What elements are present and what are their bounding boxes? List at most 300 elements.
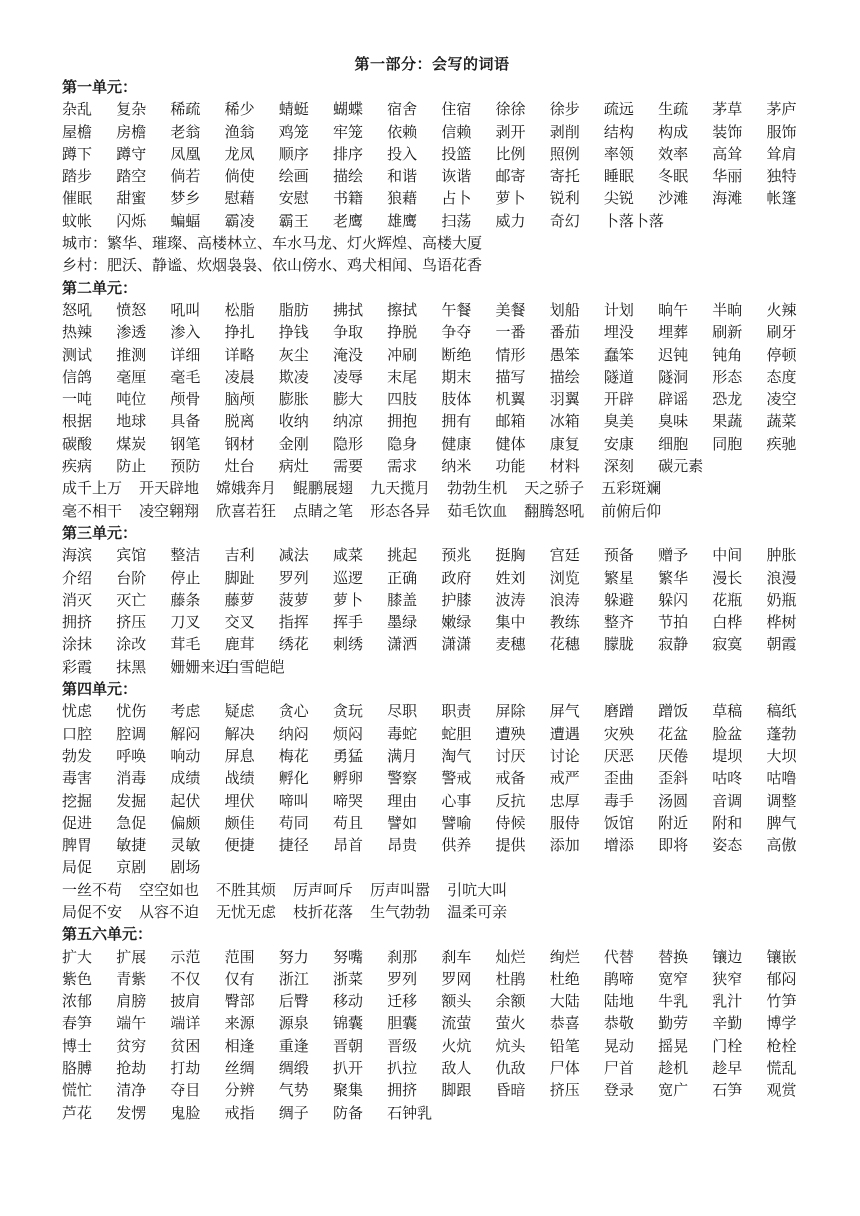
vocab-word: 独特 [766,167,797,186]
vocab-word: 铅笔 [549,1036,580,1055]
vocab-word: 戒严 [549,769,580,788]
vocab-word: 戒指 [224,1103,255,1122]
vocab-word: 霸凌 [224,211,255,230]
vocab-word: 响动 [170,746,201,765]
vocab-word: 咸菜 [332,546,363,565]
vocab-word: 擦拭 [387,300,418,319]
vocab-word: 警察 [387,769,418,788]
vocab-word: 歪斜 [658,769,689,788]
vocab-word: 孵卵 [332,769,363,788]
vocab-word: 蛇胆 [441,724,472,743]
vocab-word: 石钟乳 [387,1103,433,1122]
vocab-word: 朦胧 [603,635,634,654]
vocab-word: 具备 [170,412,201,431]
vocab-word: 正确 [387,568,418,587]
word-row [62,187,802,209]
vocab-word: 描绘 [332,167,363,186]
vocab-word: 蚊帐 [62,211,93,230]
vocab-word: 罗列 [387,969,418,988]
vocab-word: 倘使 [224,167,255,186]
vocab-word: 漫长 [712,568,743,587]
vocab-word: 讨厌 [495,746,526,765]
vocab-word: 急促 [116,813,147,832]
vocab-word: 拥有 [441,412,472,431]
vocab-word: 浪涛 [549,590,580,609]
vocab-word: 教练 [549,613,580,632]
vocab-word: 繁华 [658,568,689,587]
vocab-word: 护膝 [441,590,472,609]
vocab-word: 绣花 [278,635,309,654]
vocab-word: 煤炭 [116,434,147,453]
vocab-word: 蓬勃 [766,724,797,743]
vocab-word: 耸肩 [766,144,797,163]
vocab-word: 忧伤 [116,702,147,721]
vocab-word: 肢体 [441,390,472,409]
vocab-word: 膨大 [332,390,363,409]
vocab-word: 厌倦 [658,746,689,765]
vocab-word: 催眠 [62,189,93,208]
vocab-word: 萝卜 [495,189,526,208]
vocab-word: 腔调 [116,724,147,743]
vocab-word: 渗入 [170,323,201,342]
vocab-word: 趁机 [658,1059,689,1078]
vocab-word: 呼唤 [116,746,147,765]
vocab-word: 华丽 [712,167,743,186]
vocab-word: 挖掘 [62,791,93,810]
idiom: 空空如也 [139,880,200,899]
vocab-word: 霸王 [278,211,309,230]
vocab-word: 台阶 [116,568,147,587]
vocab-word: 蜻蜓 [278,100,309,119]
vocab-word: 杜鹃 [495,969,526,988]
vocab-word: 心事 [441,791,472,810]
word-row [62,1035,802,1057]
vocab-word: 描写 [495,367,526,386]
word-row [62,856,802,878]
vocab-word: 生疏 [658,100,689,119]
vocab-word: 渗透 [116,323,147,342]
vocab-word: 拥挤 [387,1081,418,1100]
vocab-word: 相逢 [224,1036,255,1055]
document-page [62,52,802,1124]
vocab-word: 节拍 [658,613,689,632]
vocab-word: 扫荡 [441,211,472,230]
vocab-word: 信鸽 [62,367,93,386]
vocab-word: 宫廷 [549,546,580,565]
vocab-word: 藤条 [170,590,201,609]
vocab-word: 浙菜 [332,969,363,988]
vocab-word: 高傲 [766,836,797,855]
vocab-word: 音调 [712,791,743,810]
vocab-word: 愤怒 [116,300,147,319]
vocab-word: 测试 [62,345,93,364]
vocab-word: 乳汁 [712,992,743,1011]
vocab-word: 拥挤 [62,613,93,632]
vocab-word: 争取 [332,323,363,342]
vocab-word: 白桦 [712,613,743,632]
vocab-word: 拥抱 [387,412,418,431]
vocab-word: 譬喻 [441,813,472,832]
vocab-word: 隐形 [332,434,363,453]
phrase-line: 城市：繁华、璀璨、高楼林立、车水马龙、灯火辉煌、高楼大厦 [62,234,483,253]
vocab-word: 地球 [116,412,147,431]
word-row [62,321,802,343]
vocab-word: 绘画 [278,167,309,186]
word-row [62,790,802,812]
vocab-word: 果蔬 [712,412,743,431]
vocab-word: 材料 [549,457,580,476]
vocab-word: 贫困 [170,1036,201,1055]
vocab-word: 纳闷 [278,724,309,743]
vocab-word: 诙谐 [441,167,472,186]
vocab-word: 形态 [712,367,743,386]
vocab-word: 辛勤 [712,1014,743,1033]
vocab-word: 需要 [332,457,363,476]
vocab-word: 交叉 [224,613,255,632]
vocab-word: 高耸 [712,144,743,163]
vocab-word: 蝙蝠 [170,211,201,230]
vocab-word: 蹲守 [116,144,147,163]
idiom-row [62,879,802,901]
vocab-word: 构成 [658,122,689,141]
vocab-word: 蠢笨 [603,345,634,364]
vocab-word: 甜蜜 [116,189,147,208]
vocab-word: 打劫 [170,1059,201,1078]
vocab-word: 效率 [658,144,689,163]
vocab-word: 依赖 [387,122,418,141]
vocab-word: 晋朝 [332,1036,363,1055]
vocab-word: 口腔 [62,724,93,743]
vocab-word: 涂改 [116,635,147,654]
vocab-word: 职责 [441,702,472,721]
word-row [62,388,802,410]
vocab-word: 浓郁 [62,992,93,1011]
vocab-word: 烦闷 [332,724,363,743]
vocab-word: 潇潇 [441,635,472,654]
unit-heading: 第三单元： [62,523,138,542]
word-row [62,700,802,722]
vocab-word: 四肢 [387,390,418,409]
vocab-word: 详细 [170,345,201,364]
vocab-word: 考虑 [170,702,201,721]
vocab-word: 奶瓶 [766,590,797,609]
vocab-word: 锦囊 [332,1014,363,1033]
idiom: 形态各异 [370,501,431,520]
idiom: 勃勃生机 [447,479,508,498]
vocab-word: 夺目 [170,1081,201,1100]
vocab-word: 膝盖 [387,590,418,609]
vocab-word: 波涛 [495,590,526,609]
vocab-word: 扩展 [116,947,147,966]
vocab-word: 辟谣 [658,390,689,409]
vocab-word: 灵敏 [170,836,201,855]
vocab-word: 麦穗 [495,635,526,654]
idiom: 毫不相干 [62,501,123,520]
vocab-word: 解闷 [170,724,201,743]
vocab-word: 预备 [603,546,634,565]
vocab-word: 忧虑 [62,702,93,721]
vocab-word: 刀叉 [170,613,201,632]
vocab-word: 灿烂 [495,947,526,966]
vocab-word: 照例 [549,144,580,163]
vocab-word: 海滩 [712,189,743,208]
idiom-row [62,477,802,499]
vocab-word: 邮寄 [495,167,526,186]
vocab-word: 增添 [603,836,634,855]
vocab-word: 丝绸 [224,1059,255,1078]
vocab-word: 消灭 [62,590,93,609]
vocab-word: 聚集 [332,1081,363,1100]
vocab-word: 蹭饭 [658,702,689,721]
vocab-word: 菠萝 [278,590,309,609]
vocab-word: 茸毛 [170,635,201,654]
vocab-word: 鬼脸 [170,1103,201,1122]
vocab-word: 刷新 [712,323,743,342]
vocab-word: 凤凰 [170,144,201,163]
vocab-word: 昂贵 [387,836,418,855]
idiom: 天之骄子 [524,479,585,498]
idiom: 一丝不苟 [62,880,123,899]
vocab-word: 慰藉 [224,189,255,208]
vocab-word: 细胞 [658,434,689,453]
vocab-word: 凌辱 [332,367,363,386]
idiom: 凌空翱翔 [139,501,200,520]
vocab-word: 屋檐 [62,122,93,141]
vocab-word: 移动 [332,992,363,1011]
vocab-word: 胳膊 [62,1059,93,1078]
vocab-word: 火辣 [766,300,797,319]
idiom: 局促不安 [62,902,123,921]
vocab-word: 流萤 [441,1014,472,1033]
vocab-word: 纳凉 [332,412,363,431]
vocab-word: 整齐 [603,613,634,632]
vocab-word: 邮箱 [495,412,526,431]
vocab-word: 中间 [712,546,743,565]
vocab-word: 钢笔 [170,434,201,453]
vocab-word: 炕头 [495,1036,526,1055]
word-row [62,143,802,165]
vocab-word: 推测 [116,345,147,364]
vocab-word: 藤萝 [224,590,255,609]
vocab-word: 磨蹭 [603,702,634,721]
vocab-word: 鸡笼 [278,122,309,141]
vocab-word: 剧场 [170,858,201,877]
word-row [62,767,802,789]
word-row [62,968,802,990]
vocab-word: 火炕 [441,1036,472,1055]
vocab-word: 同胞 [712,434,743,453]
vocab-word: 挑起 [387,546,418,565]
vocab-word: 埋葬 [658,323,689,342]
idiom: 引吭大叫 [447,880,508,899]
vocab-word: 姿态 [712,836,743,855]
vocab-word: 疑虑 [224,702,255,721]
vocab-word: 番茄 [549,323,580,342]
vocab-word: 罗网 [441,969,472,988]
vocab-word: 浏览 [549,568,580,587]
vocab-word: 末尾 [387,367,418,386]
vocab-word: 屏息 [224,746,255,765]
vocab-word: 恐龙 [712,390,743,409]
vocab-word: 率领 [603,144,634,163]
document-content [62,76,802,1124]
vocab-word: 姗姗来迟 [170,657,231,676]
vocab-word: 隧道 [603,367,634,386]
idiom: 从容不迫 [139,902,200,921]
vocab-word: 毒手 [603,791,634,810]
vocab-word: 抢劫 [116,1059,147,1078]
vocab-word: 康复 [549,434,580,453]
vocab-word: 花瓶 [712,590,743,609]
vocab-word: 拂拭 [332,300,363,319]
vocab-word: 勇猛 [332,746,363,765]
vocab-word: 埋没 [603,323,634,342]
vocab-word: 灰尘 [278,345,309,364]
vocab-word: 投入 [387,144,418,163]
vocab-word: 排序 [332,144,363,163]
word-row [62,98,802,120]
vocab-word: 附和 [712,813,743,832]
vocab-word: 健康 [441,434,472,453]
vocab-word: 咕咚 [712,769,743,788]
phrase-line: 乡村：肥沃、静谧、炊烟袅袅、依山傍水、鸡犬相闻、鸟语花香 [62,256,483,275]
vocab-word: 嫩绿 [441,613,472,632]
vocab-word: 灭亡 [116,590,147,609]
vocab-word: 竹笋 [766,992,797,1011]
vocab-word: 一吨 [62,390,93,409]
vocab-word: 郁闷 [766,969,797,988]
vocab-word: 青紫 [116,969,147,988]
word-row [62,1012,802,1034]
vocab-word: 病灶 [278,457,309,476]
vocab-word: 停止 [170,568,201,587]
vocab-word: 警戒 [441,769,472,788]
vocab-word: 贪心 [278,702,309,721]
vocab-word: 成绩 [170,769,201,788]
vocab-word: 吼叫 [170,300,201,319]
vocab-word: 预防 [170,457,201,476]
vocab-word: 断绝 [441,345,472,364]
vocab-word: 博士 [62,1036,93,1055]
vocab-word: 情形 [495,345,526,364]
vocab-word: 住宿 [441,100,472,119]
vocab-word: 稿纸 [766,702,797,721]
idiom: 九天揽月 [370,479,431,498]
vocab-word: 收纳 [278,412,309,431]
vocab-word: 添加 [549,836,580,855]
vocab-word: 躲避 [603,590,634,609]
vocab-word: 桦树 [766,613,797,632]
vocab-word: 膨胀 [278,390,309,409]
vocab-word: 杂乱 [62,100,93,119]
unit-heading: 第五六单元： [62,925,153,944]
word-row [62,834,802,856]
vocab-word: 汤圆 [658,791,689,810]
word-row [62,745,802,767]
vocab-word: 仇敌 [495,1059,526,1078]
vocab-word: 蝴蝶 [332,100,363,119]
vocab-word: 复杂 [116,100,147,119]
vocab-word: 譬如 [387,813,418,832]
vocab-word: 疾驰 [766,434,797,453]
vocab-word: 需求 [387,457,418,476]
vocab-word: 啼哭 [332,791,363,810]
vocab-word: 敌人 [441,1059,472,1078]
vocab-word: 勤劳 [658,1014,689,1033]
vocab-word: 石笋 [712,1081,743,1100]
vocab-word: 指挥 [278,613,309,632]
vocab-word: 范围 [224,947,255,966]
vocab-word: 刹那 [387,947,418,966]
vocab-word: 牢笼 [332,122,363,141]
word-row [62,544,802,566]
vocab-word: 防备 [332,1103,363,1122]
vocab-word: 卜落卜落 [603,211,664,230]
vocab-word: 介绍 [62,568,93,587]
vocab-word: 期末 [441,367,472,386]
vocab-word: 慌乱 [766,1059,797,1078]
vocab-word: 披肩 [170,992,201,1011]
vocab-word: 端午 [116,1014,147,1033]
vocab-word: 吉利 [224,546,255,565]
vocab-word: 尖锐 [603,189,634,208]
idiom-row [62,500,802,522]
vocab-word: 徐步 [549,100,580,119]
word-row [62,567,802,589]
vocab-word: 观赏 [766,1081,797,1100]
vocab-word: 雄鹰 [387,211,418,230]
vocab-word: 贫穷 [116,1036,147,1055]
vocab-word: 仅有 [224,969,255,988]
vocab-word: 趁早 [712,1059,743,1078]
word-row [62,611,802,633]
word-row [62,589,802,611]
vocab-word: 恭喜 [549,1014,580,1033]
vocab-word: 晃动 [603,1036,634,1055]
vocab-word: 蔬菜 [766,412,797,431]
vocab-word: 遭遇 [549,724,580,743]
vocab-word: 挣钱 [278,323,309,342]
vocab-word: 即将 [658,836,689,855]
vocab-word: 徐徐 [495,100,526,119]
vocab-word: 政府 [441,568,472,587]
word-row [62,344,802,366]
vocab-word: 挥手 [332,613,363,632]
word-row [62,1057,802,1079]
vocab-word: 隧洞 [658,367,689,386]
vocab-word: 疏远 [603,100,634,119]
vocab-word: 供养 [441,836,472,855]
vocab-word: 淘气 [441,746,472,765]
idiom: 嫦娥奔月 [216,479,277,498]
vocab-word: 脚趾 [224,568,255,587]
vocab-word: 朝霞 [766,635,797,654]
idiom: 茹毛饮血 [447,501,508,520]
word-row [62,210,802,232]
vocab-word: 遭殃 [495,724,526,743]
vocab-word: 墨绿 [387,613,418,632]
vocab-word: 减法 [278,546,309,565]
vocab-word: 解决 [224,724,255,743]
vocab-word: 后臀 [278,992,309,1011]
vocab-word: 颅骨 [170,390,201,409]
vocab-word: 屏气 [549,702,580,721]
vocab-word: 替换 [658,947,689,966]
vocab-word: 鹿茸 [224,635,255,654]
vocab-word: 寂寞 [712,635,743,654]
vocab-word: 起伏 [170,791,201,810]
vocab-word: 示范 [170,947,201,966]
